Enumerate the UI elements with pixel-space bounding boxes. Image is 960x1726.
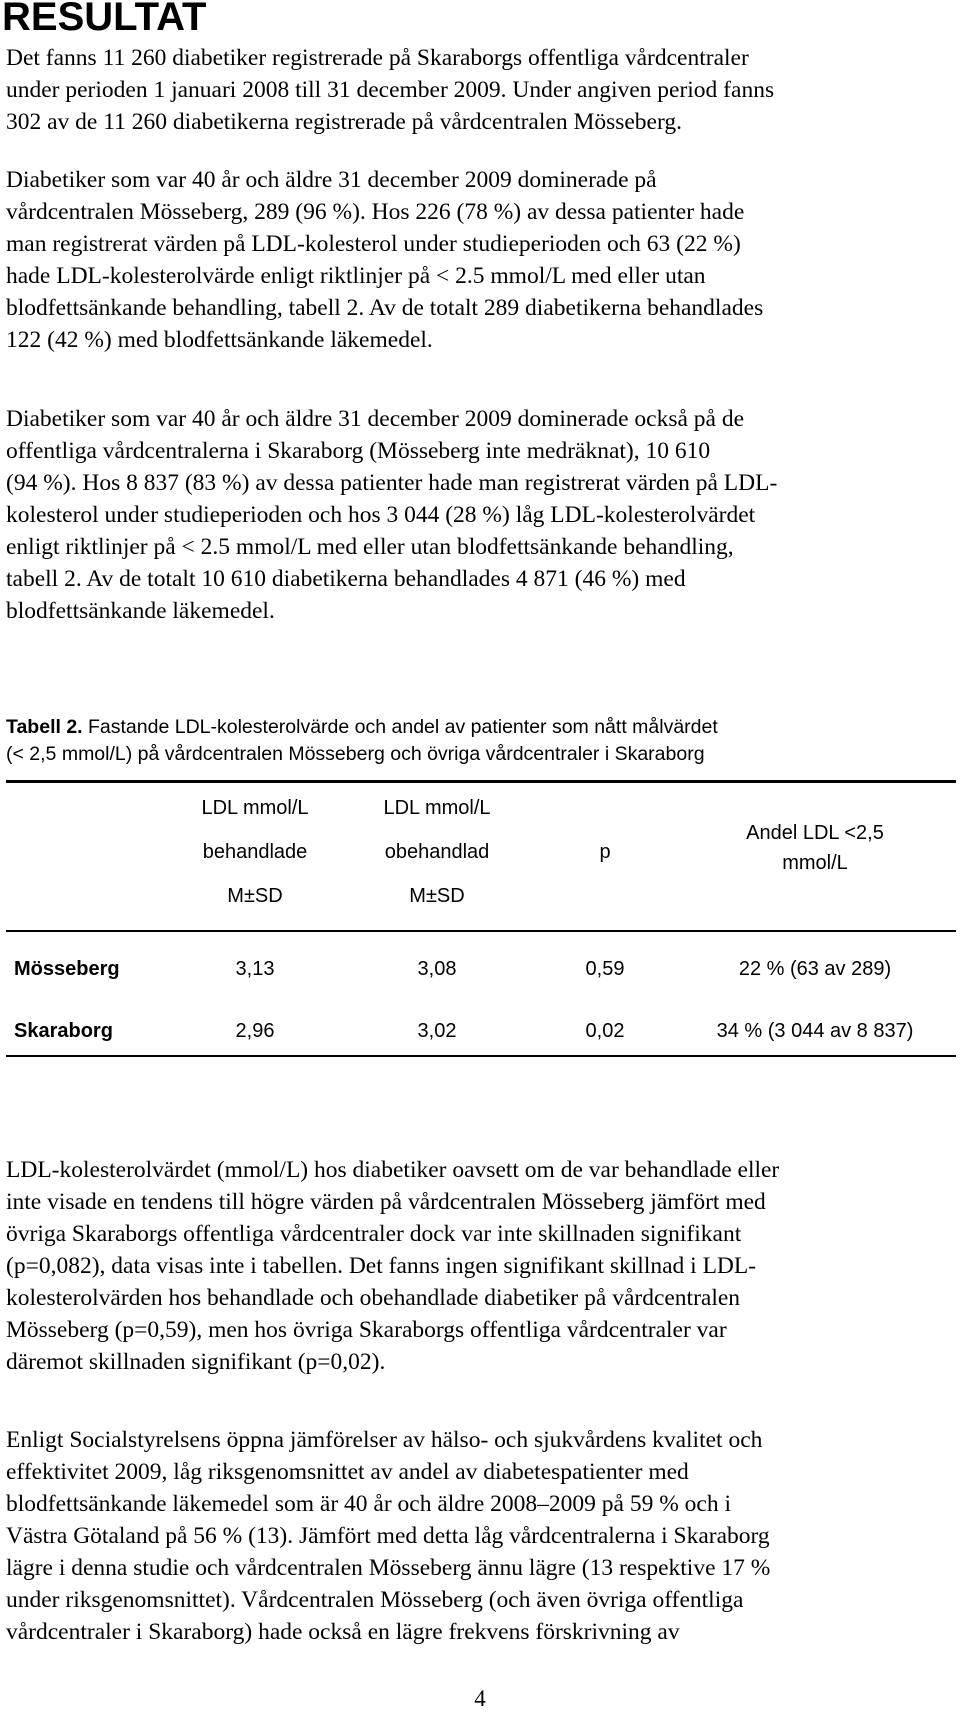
text-line: blodfettsänkande läkemedel.: [6, 598, 275, 624]
text-line: hade LDL-kolesterolvärde enligt riktlinjer på < 2.5 mmol/L med eller utan: [6, 263, 706, 289]
text-line: (94 %). Hos 8 837 (83 %) av dessa patienter hade man registrerat värden på LDL-: [6, 470, 778, 496]
text-line: blodfettsänkande behandling, tabell 2. Av de totalt 289 diabetikerna behandlades: [6, 295, 764, 321]
table-cell-treated: 3,13: [235, 958, 275, 980]
text-line: effektivitet 2009, låg riksgenomsnittet av andel av diabetespatienter med: [6, 1459, 689, 1485]
text-line: (p=0,082), data visas inte i tabellen. Det fanns ingen signifikant skillnad i LDL-: [6, 1253, 757, 1279]
text-line: under perioden 1 januari 2008 till 31 december 2009. Under angiven period fanns: [6, 77, 775, 103]
text-line: däremot skillnaden signifikant (p=0,02).: [6, 1349, 386, 1375]
text-line: Mösseberg (p=0,59), men hos övriga Skaraborgs offentliga vårdcentraler var: [6, 1317, 727, 1343]
table-cell-treated: 2,96: [235, 1020, 275, 1042]
table-top-rule: [6, 780, 956, 783]
paragraph-1: [6, 42, 956, 138]
text-line: offentliga vårdcentralerna i Skaraborg (Mösseberg inte medräknat), 10 610: [6, 438, 711, 464]
text-line: blodfettsänkande läkemedel som är 40 år och äldre 2008–2009 på 59 % och i: [6, 1491, 732, 1517]
table-cell-p: 0,02: [585, 1020, 625, 1042]
table-cell-p: 0,59: [585, 958, 625, 980]
table-cell-untreated: 3,08: [417, 958, 457, 980]
header-line: p: [599, 841, 611, 863]
text-line: Det fanns 11 260 diabetiker registrerade på Skaraborgs offentliga vårdcentraler: [6, 45, 749, 71]
header-share: [715, 818, 915, 878]
table-bottom-rule: [6, 1055, 956, 1057]
table-cell-share: 34 % (3 044 av 8 837): [716, 1020, 914, 1042]
header-line: M±SD: [409, 885, 465, 907]
text-line: LDL-kolesterolvärdet (mmol/L) hos diabetiker oavsett om de var behandlade eller: [6, 1157, 780, 1183]
paragraph-3: [6, 403, 956, 627]
table-header-rule: [6, 930, 956, 932]
header-line: obehandlad: [384, 841, 490, 863]
text-line: 302 av de 11 260 diabetikerna registrerade på vårdcentralen Mösseberg.: [6, 109, 683, 135]
caption-text: Fastande LDL-kolesterolvärde och andel av patienter som nått målvärdet: [82, 716, 718, 738]
paragraph-5: [6, 1424, 956, 1648]
text-line: kolesterol under studieperioden och hos 3 044 (28 %) låg LDL-kolesterolvärdet: [6, 502, 756, 528]
paragraph-2: [6, 164, 956, 356]
header-line: LDL mmol/L: [201, 797, 309, 819]
table-cell-share: 22 % (63 av 289): [738, 958, 892, 980]
text-line: vårdcentralen Mösseberg, 289 (96 %). Hos 226 (78 %) av dessa patienter hade: [6, 199, 745, 225]
caption-line-1: [6, 714, 956, 741]
text-line: man registrerat värden på LDL-kolesterol under studieperioden och 63 (22 %): [6, 231, 741, 257]
caption-label: Tabell 2.: [6, 716, 83, 738]
text-line: Enligt Socialstyrelsens öppna jämförelser av hälso- och sjukvårdens kvalitet och: [6, 1427, 763, 1453]
text-line: Västra Götaland på 56 % (13). Jämfört med detta låg vårdcentralerna i Skaraborg: [6, 1523, 770, 1549]
text-line: inte visade en tendens till högre värden på vårdcentralen Mösseberg jämfört med: [6, 1189, 766, 1215]
header-treated: [180, 786, 330, 918]
text-line: kolesterolvärden hos behandlade och obehandlade diabetiker på vårdcentralen: [6, 1285, 741, 1311]
table-cell-untreated: 3,02: [417, 1020, 457, 1042]
header-p: [575, 830, 635, 874]
header-untreated: [362, 786, 512, 918]
text-line: 122 (42 %) med blodfettsänkande läkemedel.: [6, 327, 433, 353]
text-line: Diabetiker som var 40 år och äldre 31 december 2009 dominerade också på de: [6, 406, 745, 432]
text-line: vårdcentraler i Skaraborg) hade också en lägre frekvens förskrivning av: [6, 1619, 680, 1645]
text-line: lägre i denna studie och vårdcentralen Mösseberg ännu lägre (13 respektive 17 %: [6, 1555, 771, 1581]
paragraph-4: [6, 1154, 956, 1378]
table-row-label: Mösseberg: [14, 958, 120, 980]
text-line: under riksgenomsnittet). Vårdcentralen Mösseberg (och även övriga offentliga: [6, 1587, 744, 1613]
section-heading: RESULTAT: [2, 0, 207, 39]
header-line: Andel LDL <2,5: [746, 822, 884, 844]
text-line: tabell 2. Av de totalt 10 610 diabetikerna behandlades 4 871 (46 %) med: [6, 566, 686, 592]
header-line: mmol/L: [782, 852, 848, 874]
text-line: Diabetiker som var 40 år och äldre 31 december 2009 dominerade på: [6, 167, 657, 193]
page-number: 4: [474, 1686, 486, 1711]
table-row-label: Skaraborg: [14, 1020, 113, 1042]
text-line: övriga Skaraborgs offentliga vårdcentraler dock var inte skillnaden signifikant: [6, 1221, 742, 1247]
table-caption: [6, 714, 956, 768]
caption-line-2: (< 2,5 mmol/L) på vårdcentralen Mösseberg och övriga vårdcentraler i Skaraborg: [6, 743, 705, 765]
header-line: M±SD: [227, 885, 283, 907]
text-line: enligt riktlinjer på < 2.5 mmol/L med eller utan blodfettsänkande behandling,: [6, 534, 734, 560]
header-line: LDL mmol/L: [383, 797, 491, 819]
header-line: behandlade: [202, 841, 308, 863]
